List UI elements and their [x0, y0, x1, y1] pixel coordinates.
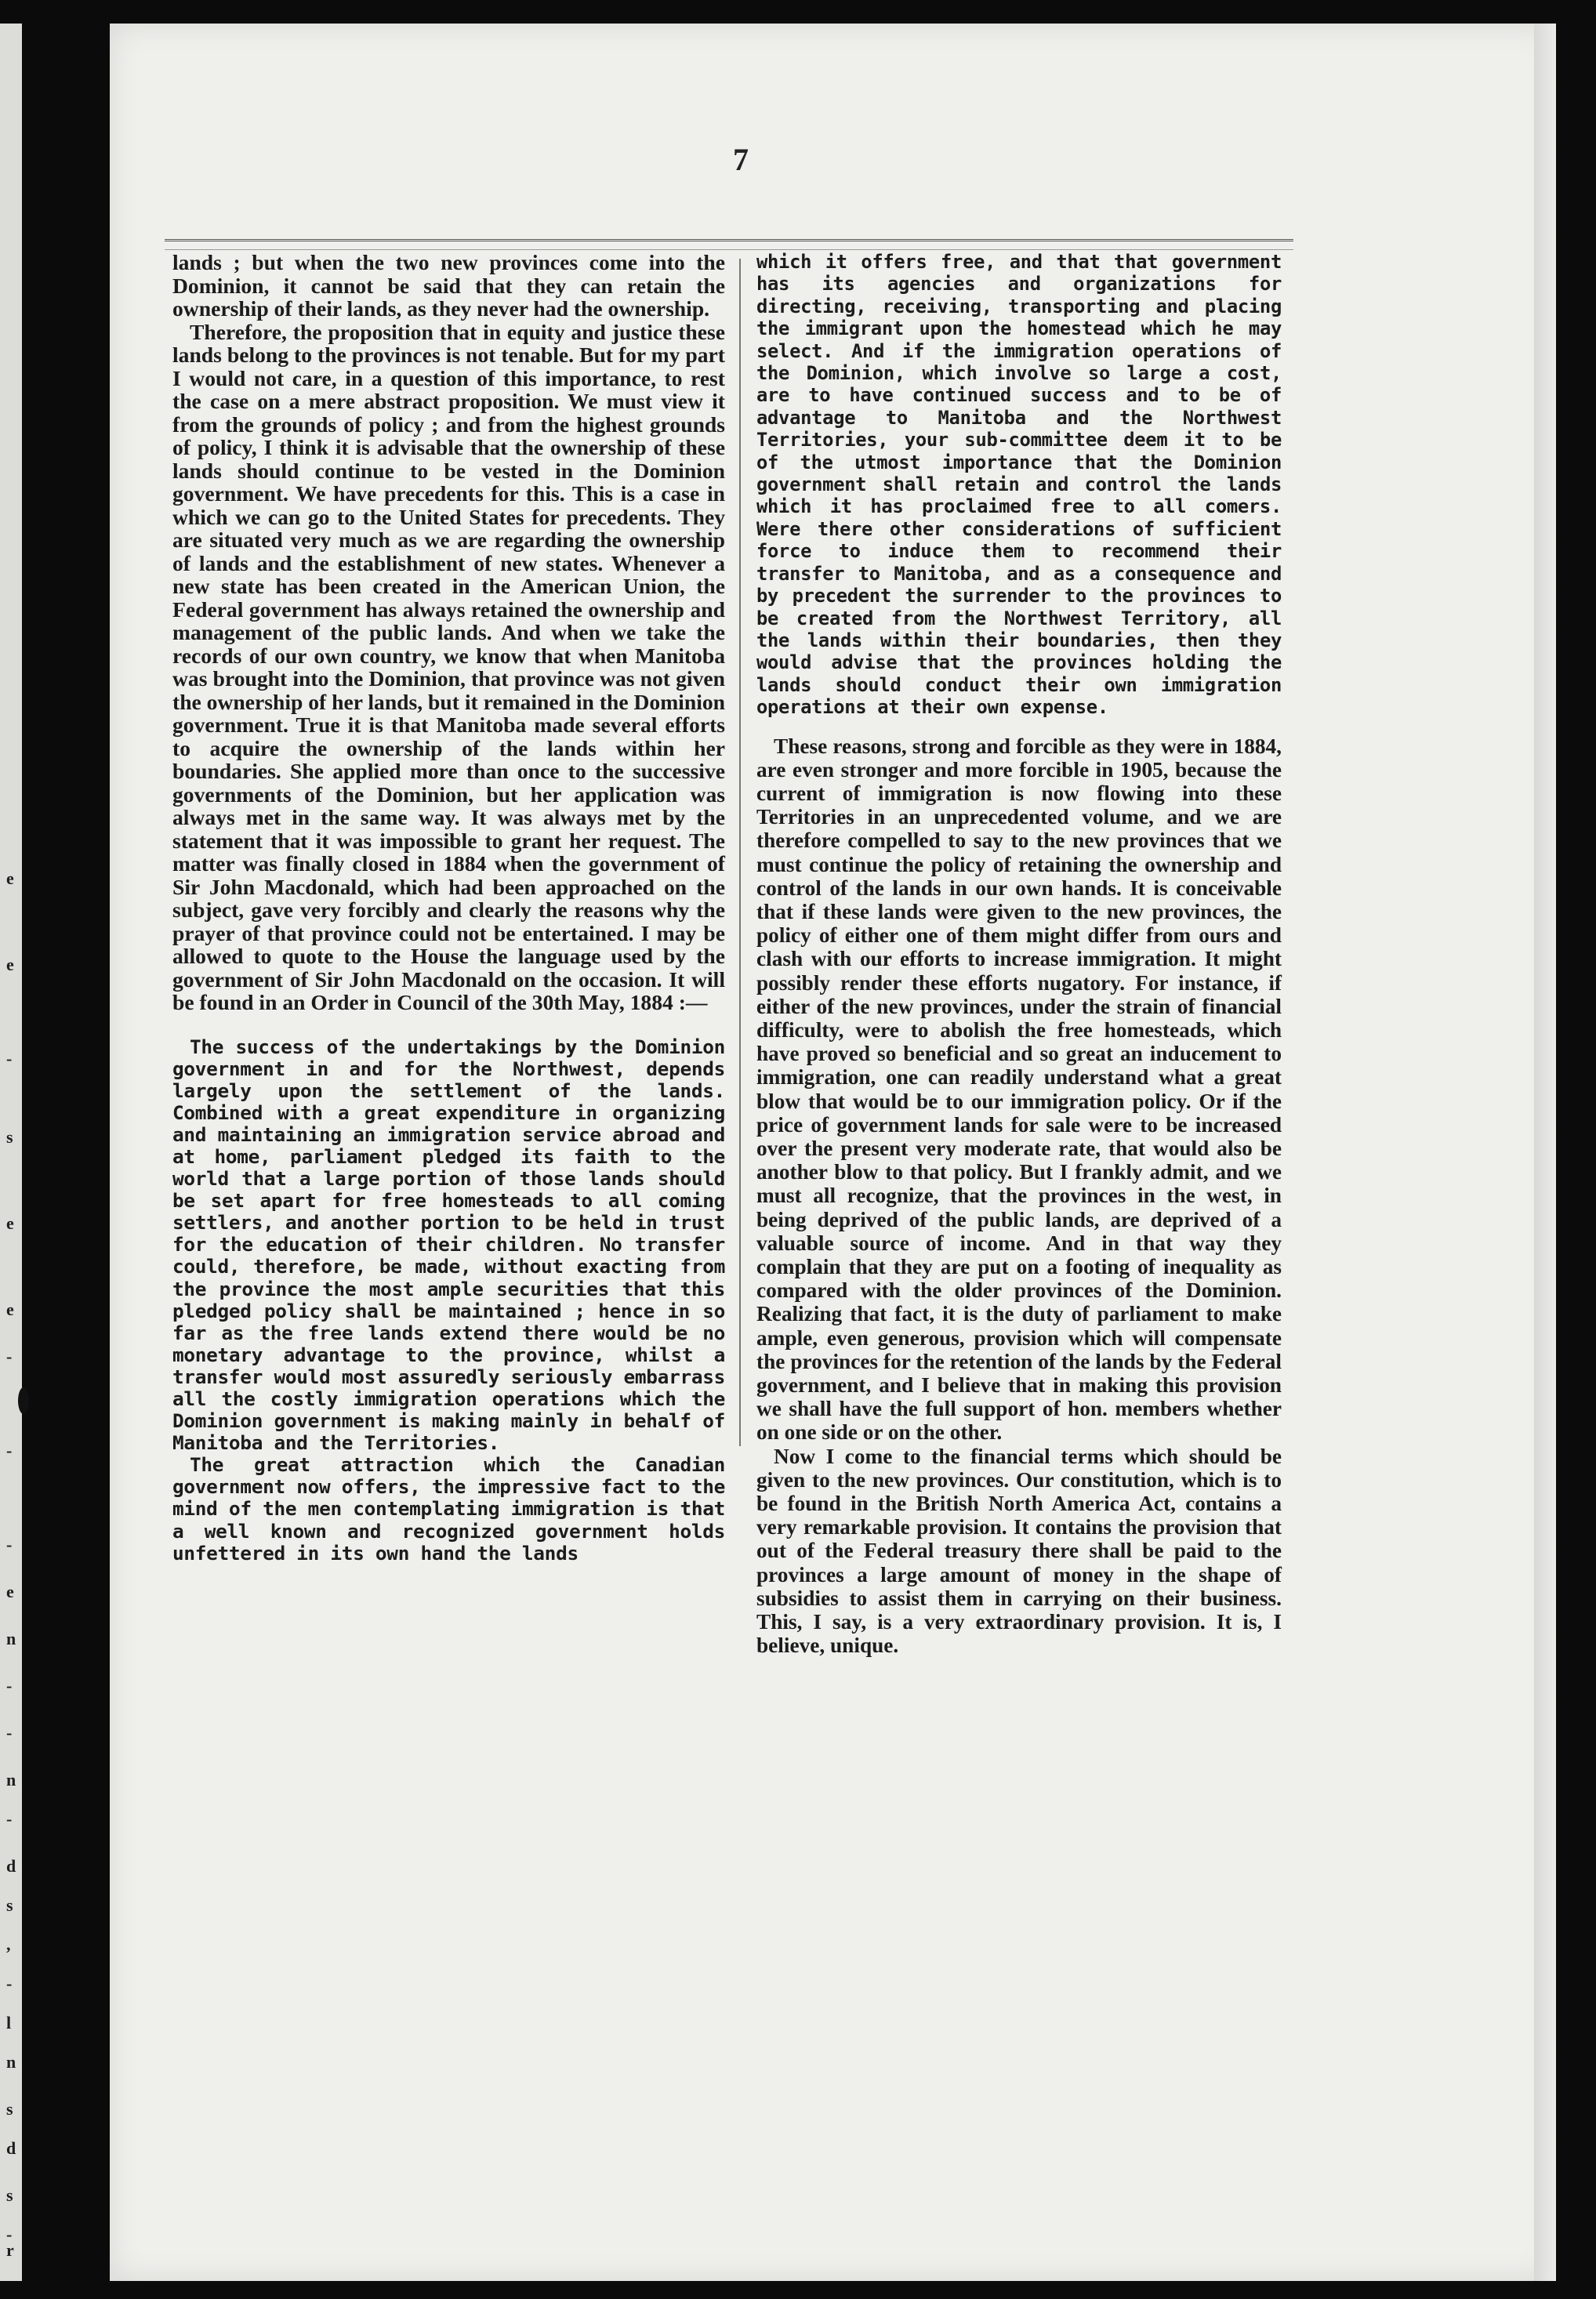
margin-fragment: n: [6, 1770, 16, 1790]
margin-fragment: s: [6, 2185, 13, 2205]
margin-fragment: -: [6, 1347, 13, 1366]
margin-fragment: -: [6, 1723, 13, 1742]
margin-fragment: e: [6, 868, 14, 888]
body-paragraph: Therefore, the proposition that in equity and justice these lands belong to the provinces is not tenable. But for my part I would not care, in a question of this importance, to rest the case on a mere abstract proposition. We must view it from the grounds of policy ; and from the highest grounds of policy, I think it is advisable that the ownership of these lands should continue to be vested in the Dominion government. We have precedents for this. This is a case in which we can go to the United States for precedents. They are situated very much as we are regarding the ownership of lands and the establishment of new states. Whenever a new state has been created in the American Union, the Federal government has always retained the ownership and management of the public lands. And when we take the records of our own country, we know that when Manitoba was brought into the Dominion, that province was not given the ownership of her lands, but it remained in the Dominion government. True it is that Manitoba made several efforts to acquire the ownership of the lands within her boundaries. She applied more than once to the successive governments of the Dominion, but her application was always met in the same way. It was always met by the statement that it was impossible to grant her request. The matter was finally closed in 1884 when the government of Sir John Macdonald, which had been approached on the subject, gave very forcibly and clearly the reasons why the prayer of that province could not be entertained. I may be allowed to quote to the House the language used by the government of Sir John Macdonald on the occasion. It will be found in an Order in Council of the 30th May, 1884 :—: [172, 319, 726, 1014]
margin-fragment: d: [6, 1856, 16, 1876]
margin-fragment: -: [6, 1974, 13, 1993]
margin-fragment: l: [6, 2013, 12, 2032]
margin-fragment: -: [6, 2225, 13, 2244]
order-in-council-quote: [172, 1036, 725, 1565]
quote-paragraph: The great attraction which the Canadian government now offers, the impressive fact to the mind of the men contemplating immigration is that a well known and recognized government holds unfettered in its own hand the lands: [172, 1453, 725, 1565]
column-separator: [739, 259, 741, 1446]
margin-fragment: -: [6, 1049, 13, 1068]
binding-hole: [18, 1387, 29, 1414]
margin-fragment: e: [6, 1582, 14, 1601]
margin-fragment: e: [6, 1213, 14, 1233]
margin-fragment: s: [6, 2099, 13, 2119]
previous-page-margin-fragments: [6, 31, 27, 2273]
right-column: [756, 251, 1282, 1657]
page-edge-shadow: [1534, 24, 1556, 2281]
margin-fragment: -: [6, 1676, 13, 1695]
margin-fragment: n: [6, 1629, 16, 1648]
body-paragraph: Now I come to the financial terms which should be given to the new provinces. Our constitution, which is to be found in the British North America Act, contains a very remarkable provision. It contains the provision that out of the Federal treasury there shall be paid to the provinces a large amount of money in the shape of subsidies to assist them in carrying on their business. This, I say, is a very extraordinary provision. It is, I believe, unique.: [756, 1444, 1282, 1658]
page-number: 7: [733, 142, 749, 177]
margin-fragment: s: [6, 1895, 13, 1915]
margin-fragment: n: [6, 2052, 16, 2072]
right-body: [756, 734, 1282, 1658]
margin-fragment: e: [6, 955, 14, 974]
header-rule: [165, 239, 1293, 241]
margin-fragment: d: [6, 2138, 16, 2158]
margin-fragment: e: [6, 1300, 14, 1319]
quote-continuation: which it offers free, and that that government has its agencies and organizations for directing, receiving, transporting and placing the immigrant upon the homestead which he may select. And if the immigration operations of the Dominion, which involve so large a cost, are to have continued success and to be of advantage to Manitoba and the Northwest Territories, your sub-committee deem it to be of the utmost importance that the Dominion government shall retain and control the lands which it has proclaimed free to all comers. Were there other considerations of sufficient force to induce them to recommend their transfer to Manitoba, and as a consequence and by precedent the surrender to the provinces to be created from the Northwest Territory, all the lands within their boundaries, then they would advise that the provinces holding the lands should conduct their own immigration operations at their own expense.: [756, 251, 1282, 719]
body-paragraph: lands ; but when the two new provinces come into the Dominion, it cannot be said that they can retain the ownership of their lands, as they never had the ownership.: [172, 250, 725, 321]
margin-fragment: s: [6, 1127, 13, 1147]
margin-fragment: -: [6, 1441, 13, 1460]
margin-fragment: r: [6, 2240, 14, 2260]
margin-fragment: ,: [6, 1935, 11, 1954]
margin-fragment: -: [6, 1535, 13, 1554]
quote-paragraph: The success of the undertakings by the Dominion government in and for the Northwest, depends largely upon the settlement of the lands. Combined with a great expenditure in organizing and maintaining an immigration service abroad and at home, parliament pledged its faith to the world that a large portion of those lands should be set apart for free homesteads to all coming settlers, and another portion to be held in trust for the education of their children. No transfer could, therefore, be made, without exacting from the province the most ample securities that this pledged policy shall be maintained ; hence in so far as the free lands extend there would be no monetary advantage to the province, whilst a transfer would most assuredly seriously embarrass all the costly immigration operations which the Dominion government is making mainly in behalf of Manitoba and the Territories.: [172, 1035, 725, 1455]
margin-fragment: -: [6, 1809, 13, 1829]
left-column: [172, 251, 725, 1565]
body-paragraph: These reasons, strong and forcible as they were in 1884, are even stronger and more forcible in 1905, because the current of immigration is now flowing into these Territories in an unprecedented volume, and we are therefore compelled to say to the new provinces that we must continue the policy of retaining the ownership and control of the lands in our own hands. It is conceivable that if these lands were given to the new provinces, the policy of either one of them might differ from ours and clash with our efforts to increase immigration. It might possibly render these efforts nugatory. For instance, if either of the new provinces, under the strain of financial difficulty, were to abolish the free homesteads, which have proved so beneficial and so great an inducement to immigration, one can readily understand what a great blow that would be to our immigration policy. Or if the price of government lands for sale were to be increased over the present very moderate rate, that would also be another blow to that policy. But I frankly admit, and we must all recognize, that the provinces in the west, in being deprived of the public lands, are deprived of a valuable source of income. And in that way they complain that they are put on a footing of inequality as compared with the older provinces of the Dominion. Realizing that fact, it is the duty of parliament to make ample, even generous, provision which will compensate the provinces for the retention of the lands by the Federal government, and I believe that in making this provision we shall have the full support of hon. members whether on one side or on the other.: [756, 734, 1282, 1445]
